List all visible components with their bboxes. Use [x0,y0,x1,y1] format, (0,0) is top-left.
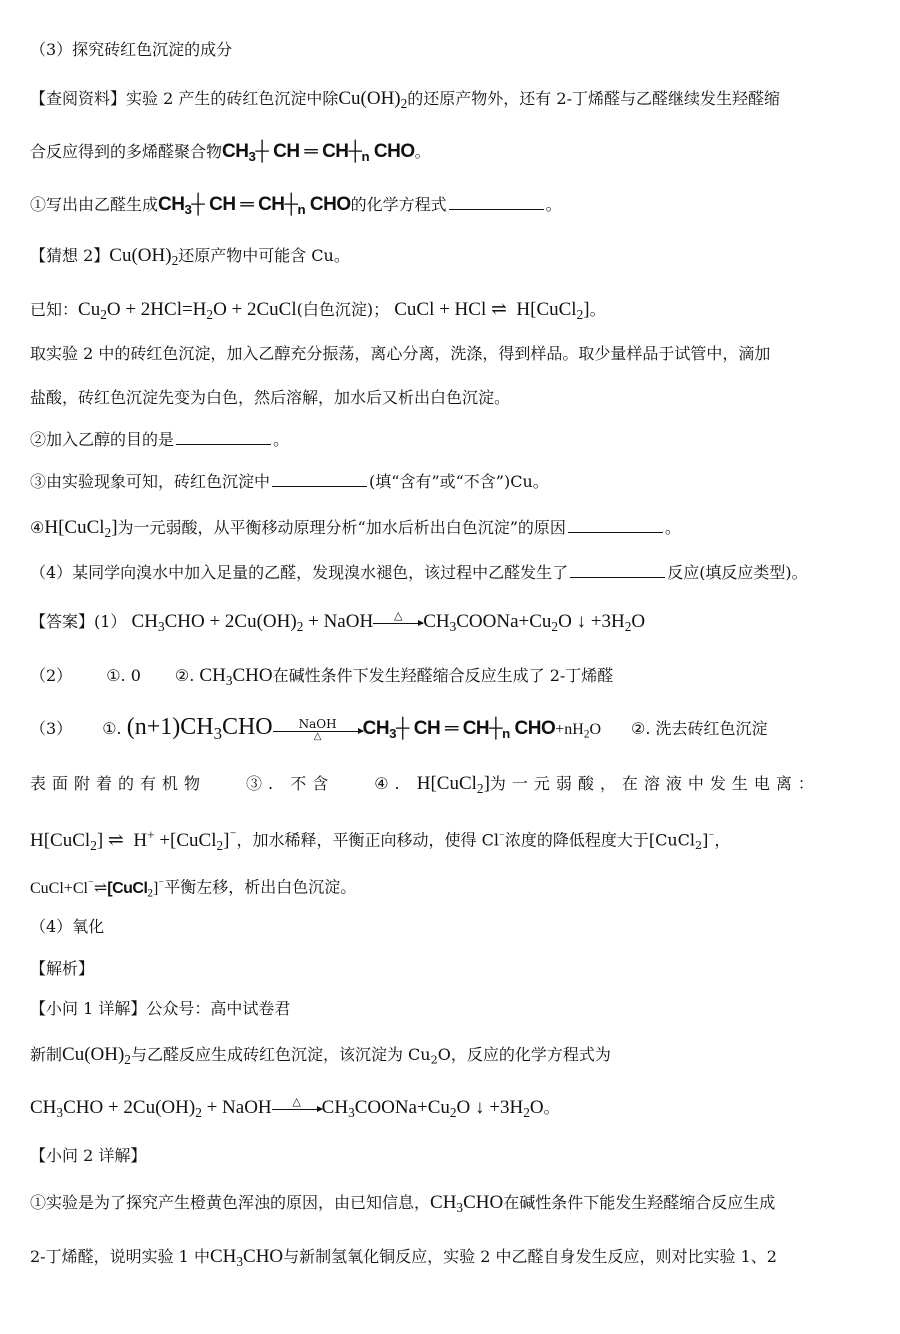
text: ①实验是为了探究产生橙黄色浑浊的原因，由已知信息， [30,1193,431,1212]
formula-ch3cho: $CH_3CHO$ [430,1192,504,1215]
text: ④. [374,774,406,793]
procedure-line-1: 取实验 2 中的砖红色沉淀，加入乙醇充分振荡，离心分离，洗涤，得到样品。取少量样品于试管中，滴加 [30,344,771,363]
text: （4）某同学向溴水中加入足量的乙醛，发现溴水褪色，该过程中乙醛发生了 [30,563,569,582]
procedure-line-2: 盐酸，砖红色沉淀先变为白色，然后溶解，加水后又析出白色沉淀。 [30,388,511,407]
known-info [30,298,606,324]
text: ①写出由乙醛生成 [30,195,159,214]
equation-equilibrium: CuCl+Cl⁻⇌[CuCl$_2$]⁻ [30,878,165,899]
text: ③. 不含 [246,774,335,793]
text: 与乙醛反应生成砖红色沉淀，该沉淀为 Cu [130,1045,431,1064]
formula-h-cucl2: H[CuCl$_2$] [44,517,118,540]
question-3 [30,472,549,492]
text: 与新制氢氧化铜反应，实验 2 中乙醛自身发生反应，则对比实验 1、2 [283,1247,777,1266]
sub-question-2-text-1 [30,1191,775,1217]
text: 在碱性条件下能发生羟醛缩合反应生成 [503,1193,776,1212]
question-4 [30,516,681,542]
guess-2 [30,244,350,270]
text: 为一元弱酸，在溶液中发生电离： [489,774,820,793]
sub-question-1-text: 新制$Cu(OH)_2$与乙醛反应生成砖红色沉淀，该沉淀为 $Cu_2O$，反应的化学方程式为 [30,1044,611,1067]
formula-h-cucl2: H[CuCl$_2$] [416,773,490,796]
equation-answer-3: $(n+1)CH_3CHO$ [126,714,273,744]
text: 合反应得到的多烯醛聚合物 [30,142,223,161]
formula-ch3cho: $CH_3CHO$ [199,665,273,688]
reaction-arrow: △ [272,1097,322,1120]
text: 。 [589,300,606,319]
text: O，反应的化学方程式为 [437,1045,611,1064]
formula-polymer: $CH_3┼$ CH ═ $CH┼_n$ CHO [158,194,351,217]
text: 【查阅资料】实验 2 产生的砖红色沉淀中除 [30,89,339,108]
reaction-arrow: △ [373,611,423,634]
analysis-title: 【解析】 [30,959,95,978]
text: 的化学方程式 [350,195,447,214]
formula-polymer: $CH_3┼$ CH ═ $CH┼_n$ CHO [362,718,556,741]
formula-polymer: $CH_3┼$ CH ═ $CH┼_n$ CHO [222,141,415,164]
ionization-line: H[CuCl$_2$] ⇌ H+ +[CuCl$_2$]⁻，加水稀释，平衡正向移动，使得 Cl⁻浓度的降低程度大于[CuCl$_2$]⁻， [30,827,731,853]
text: ②. 洗去砖红色沉淀 [631,719,768,738]
sub-question-2-title: 【小问 2 详解】 [30,1146,147,1165]
formula-cuoh2: $Cu(OH)_2$ [62,1044,131,1067]
equation-ionization: H[CuCl$_2$] ⇌ H+ +[CuCl$_2$]⁻ [30,827,237,853]
text: 。 [414,142,431,161]
equation-answer-1: $CH_3CHO + 2Cu(OH)_2$ + NaOH △ $CH_3COONa+Cu_2O$ ↓ $+3H_2O$ [131,610,646,634]
reaction-arrow: NaOH △ [273,718,363,742]
text: ，加水稀释，平衡正向移动，使得 Cl [236,830,499,850]
question-2 [30,430,289,450]
text: 反应(填反应类型)。 [667,563,808,582]
text: 。 [273,430,290,449]
text: ②加入乙醇的目的是 [30,430,175,449]
equilibrium-line [30,877,356,900]
formula-ch3cho: $CH_3CHO$ [209,1246,284,1269]
answer-blank[interactable] [176,430,271,445]
text: （3） [30,719,73,738]
answer-4: （4）氧化 [30,917,105,936]
text: 表面附着的有机物 [30,774,207,793]
sub-question-1-title: 【小问 1 详解】公众号：高中试卷君 [30,999,291,1018]
text: 还原产物中可能含 Cu。 [178,246,350,265]
text: (填“含有”或“不含”)Cu。 [369,472,549,491]
equation-line: $CH_3CHO + 2Cu(OH)_2$ + NaOH △ $CH_3COONa+Cu_2O$ ↓ $+3H_2O$。 [30,1096,560,1120]
section-4-question [30,563,808,583]
text: (白色沉淀)； [296,300,390,319]
text: 【猜想 2】 [30,246,110,265]
text: ①. [102,719,122,738]
formula-cuoh2: $Cu(OH)_2$ [109,245,179,268]
text: ] [702,830,709,850]
answer-blank[interactable] [568,518,663,533]
answer-blank[interactable] [449,195,544,210]
text: 浓度的降低程度大于[CuCl [504,830,696,850]
text: ④ [30,518,45,537]
text: 平衡左移，析出白色沉淀。 [164,877,357,897]
text: 在碱性条件下发生羟醛缩合反应生成了 2-丁烯醛 [272,666,614,685]
answer-3-cont [30,772,820,798]
text: 。 [545,195,562,214]
polymer-line [30,140,431,166]
text: （2） [30,666,73,685]
text: ③由实验现象可知，砖红色沉淀中 [30,472,271,491]
text: 的还原产物外，还有 2-丁烯醛与乙醛继续发生羟醛缩 [407,89,780,108]
section-3-title: （3）探究砖红色沉淀的成分 [30,40,233,59]
text: 【答案】(1） [30,612,127,631]
formula-cuoh2: $Cu(OH)_2$ [338,88,408,111]
text: ②. [174,666,195,685]
text: ， [714,830,731,850]
equation-answer-1: $CH_3CHO + 2Cu(OH)_2$ + NaOH △ $CH_3COONa+Cu_2O$ ↓ $+3H_2O$ [30,1096,544,1120]
text: ①. 0 [106,666,141,685]
answer-blank[interactable] [272,472,367,487]
reference-material [30,87,780,113]
answer-2 [30,664,613,690]
sub-question-2-text-2 [30,1245,777,1271]
answer-1 [30,610,645,636]
text: 已知： [30,300,79,319]
text: 2-丁烯醛，说明实验 1 中 [30,1247,210,1266]
answer-blank[interactable] [570,563,665,578]
text: 为一元弱酸，从平衡移动原理分析“加水后析出白色沉淀”的原因 [117,518,566,537]
equation-cu2o-hcl: $Cu_2O + 2HCl=H_2O$ + 2CuCl [78,299,297,322]
equation-cucl-hcl: CuCl + HCl ⇌ H[CuCl$_2$] [394,299,590,322]
text: 。 [664,518,681,537]
answer-3 [30,712,768,745]
question-1 [30,193,562,219]
text: 新制 [30,1045,63,1064]
water-product: $+nH_2O$ [555,721,601,741]
